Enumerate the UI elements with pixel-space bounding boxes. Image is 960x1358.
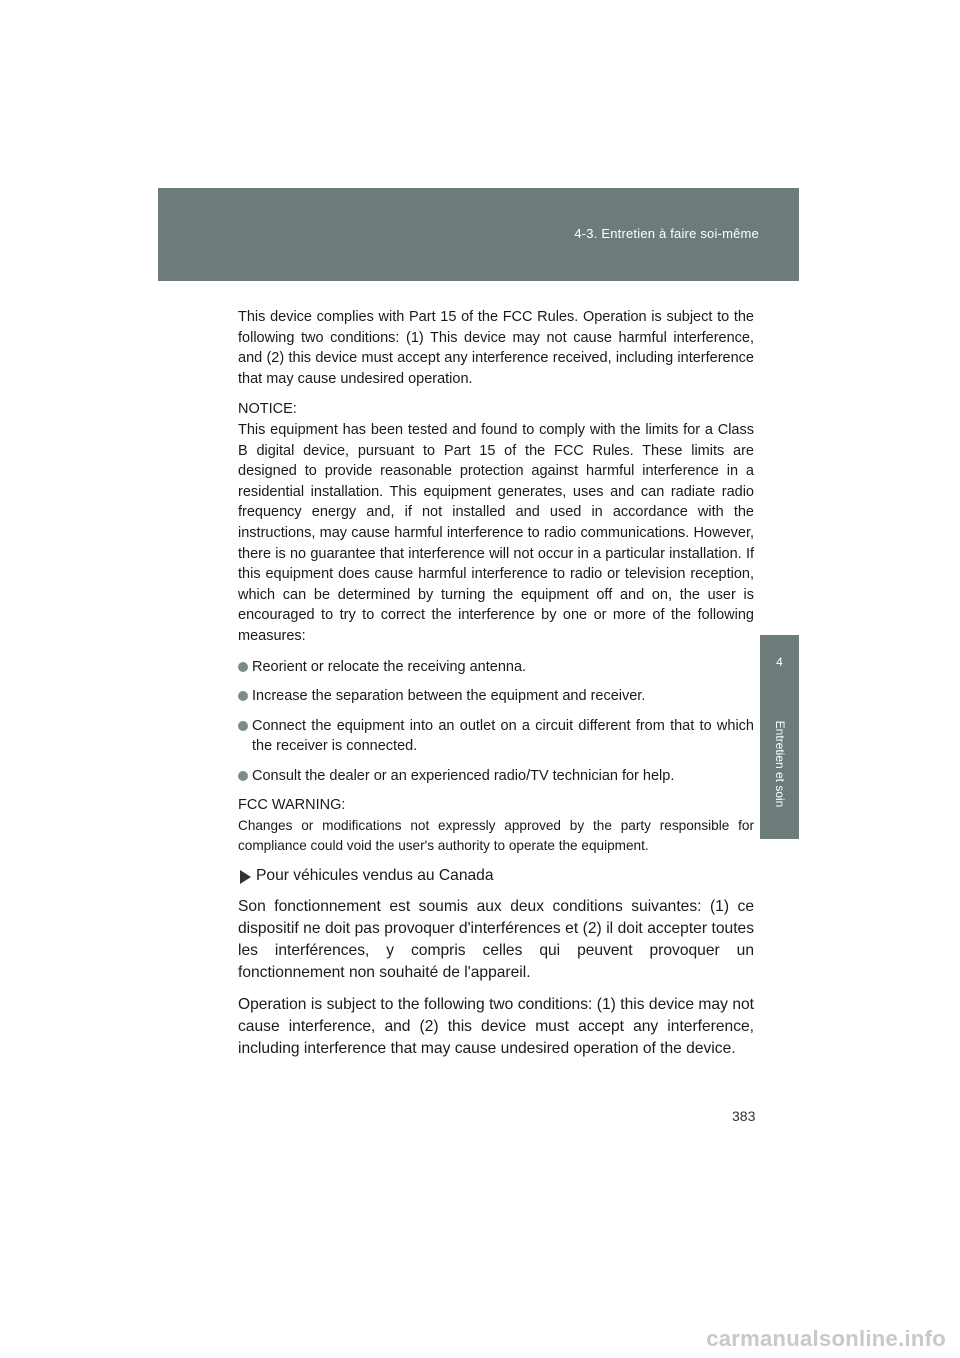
chapter-label: Entretien et soin: [772, 720, 787, 808]
bullet-text: Consult the dealer or an experienced radio/TV technician for help.: [252, 767, 675, 784]
fcc-intro-paragraph: This device complies with Part 15 of the FCC Rules. Operation is subject to the following two conditions: (1) This device may not cause harmful interference, and (2) this device must accept any interference received, including interference that may cause undesired operation.: [238, 309, 754, 387]
notice-heading: NOTICE:: [238, 401, 297, 418]
page-number: 383: [732, 1108, 756, 1124]
list-item: [238, 657, 754, 678]
bullet-icon: [238, 662, 248, 672]
chapter-label-box: [760, 689, 799, 839]
canada-english-paragraph: Operation is subject to the following two conditions: (1) this device may not cause interference, and (2) this device must accept any interference, including interference that may cause undesired operation of the device.: [238, 995, 754, 1057]
watermark-text: carmanualsonline.info: [706, 1326, 946, 1351]
canada-french-paragraph: Son fonctionnement est soumis aux deux conditions suivantes: (1) ce dispositif ne doit pas provoquer d'interférences et (2) il doit accepter toutes les interférences, y compris celles qui peuvent provoquer un fonctionnement non souhaité de l'appareil.: [238, 897, 754, 981]
list-item: [238, 766, 754, 787]
bullet-text: Connect the equipment into an outlet on a circuit different from that to which the receiver is connected.: [252, 717, 754, 755]
fcc-warning-heading: FCC WARNING:: [238, 797, 346, 814]
list-item: [238, 716, 754, 757]
triangle-arrow-icon: [240, 870, 251, 884]
chapter-number: 4: [760, 635, 799, 689]
bullet-icon: [238, 721, 248, 731]
list-item: [238, 686, 754, 707]
bullet-icon: [238, 771, 248, 781]
bullet-text: Increase the separation between the equipment and receiver.: [252, 688, 646, 705]
fcc-warning-body: Changes or modifications not expressly approved by the party responsible for compliance could void the user's authority to operate the equipment.: [238, 818, 754, 854]
bullet-icon: [238, 691, 248, 701]
canada-heading-text: Pour véhicules vendus au Canada: [256, 867, 494, 885]
page-content: [238, 307, 754, 1060]
notice-body-paragraph: This equipment has been tested and found to comply with the limits for a Class B digital device, pursuant to Part 15 of the FCC Rules. These limits are designed to provide reasonable protection against harmful interference in a residential installation. This equipment generates, uses and can radiate radio frequency energy and, if not installed and used in accordance with the instructions, may cause harmful interference to radio communications. However, there is no guarantee that interference will not occur in a particular installation. If this equipment does cause harmful interference to radio or television reception, which can be determined by turning the equipment off and on, the user is encouraged to try to correct the interference by one or more of the following measures:: [238, 421, 754, 644]
chapter-side-tab: [760, 281, 799, 1358]
section-header-band: [158, 188, 799, 281]
canada-heading: [238, 866, 754, 887]
section-title: 4-3. Entretien à faire soi-même: [574, 226, 759, 241]
bullet-text: Reorient or relocate the receiving antenna.: [252, 658, 527, 675]
